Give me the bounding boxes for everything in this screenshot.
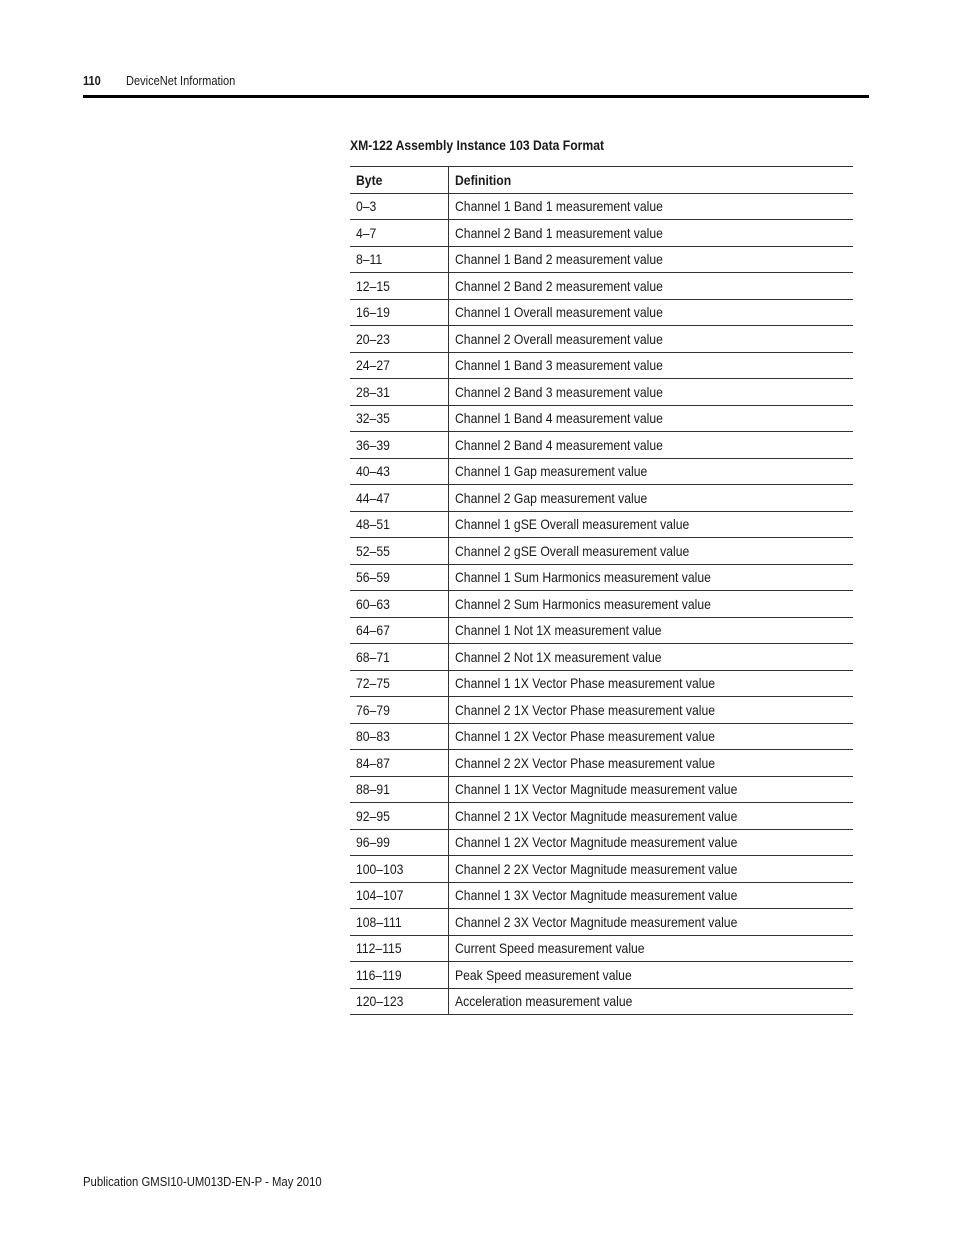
byte-cell: 80–83 (350, 723, 448, 750)
table-row (350, 803, 853, 830)
definition-cell: Channel 2 Overall measurement value (448, 326, 853, 353)
table-row (350, 617, 853, 644)
table-row (350, 829, 853, 856)
byte-cell: 84–87 (350, 750, 448, 777)
table-row (350, 935, 853, 962)
table-row (350, 564, 853, 591)
definition-cell: Channel 1 3X Vector Magnitude measurement value (448, 882, 853, 909)
byte-cell: 96–99 (350, 829, 448, 856)
byte-cell: 92–95 (350, 803, 448, 830)
definition-cell: Channel 1 Band 1 measurement value (448, 193, 853, 220)
page-header (83, 72, 869, 98)
table-title: XM-122 Assembly Instance 103 Data Format (350, 137, 605, 153)
definition-cell: Channel 1 Band 3 measurement value (448, 352, 853, 379)
definition-cell: Channel 2 gSE Overall measurement value (448, 538, 853, 565)
byte-cell: 0–3 (350, 193, 448, 220)
definition-cell: Channel 2 Band 3 measurement value (448, 379, 853, 406)
section-title: DeviceNet Information (126, 73, 236, 88)
byte-cell: 100–103 (350, 856, 448, 883)
definition-cell: Channel 1 Gap measurement value (448, 458, 853, 485)
byte-cell: 72–75 (350, 670, 448, 697)
publication-footer: Publication GMSI10-UM013D-EN-P - May 2010 (83, 1174, 322, 1189)
definition-cell: Current Speed measurement value (448, 935, 853, 962)
table-row (350, 750, 853, 777)
definition-cell: Channel 2 2X Vector Phase measurement value (448, 750, 853, 777)
column-header-definition: Definition (448, 167, 853, 194)
table-row (350, 644, 853, 671)
table-row (350, 988, 853, 1015)
table-body (350, 193, 853, 1015)
definition-cell: Channel 1 Band 2 measurement value (448, 246, 853, 273)
definition-cell: Peak Speed measurement value (448, 962, 853, 989)
table-row (350, 246, 853, 273)
definition-cell: Channel 2 3X Vector Magnitude measurement value (448, 909, 853, 936)
table-row (350, 458, 853, 485)
definition-cell: Channel 2 1X Vector Magnitude measurement value (448, 803, 853, 830)
table-row (350, 485, 853, 512)
table-row (350, 379, 853, 406)
definition-cell: Channel 2 Gap measurement value (448, 485, 853, 512)
definition-cell: Channel 1 gSE Overall measurement value (448, 511, 853, 538)
byte-cell: 76–79 (350, 697, 448, 724)
table-row (350, 670, 853, 697)
table-row (350, 220, 853, 247)
table-row (350, 723, 853, 750)
definition-cell: Channel 1 Band 4 measurement value (448, 405, 853, 432)
definition-cell: Channel 2 Sum Harmonics measurement value (448, 591, 853, 618)
definition-cell: Channel 1 1X Vector Phase measurement value (448, 670, 853, 697)
byte-cell: 32–35 (350, 405, 448, 432)
table-row (350, 352, 853, 379)
definition-cell: Channel 2 Band 2 measurement value (448, 273, 853, 300)
byte-cell: 4–7 (350, 220, 448, 247)
data-format-table (350, 166, 853, 1015)
byte-cell: 112–115 (350, 935, 448, 962)
byte-cell: 116–119 (350, 962, 448, 989)
table-row (350, 909, 853, 936)
table-row (350, 697, 853, 724)
table-row (350, 405, 853, 432)
definition-cell: Channel 1 2X Vector Magnitude measurement value (448, 829, 853, 856)
byte-cell: 16–19 (350, 299, 448, 326)
definition-cell: Channel 1 Not 1X measurement value (448, 617, 853, 644)
table-row (350, 432, 853, 459)
byte-cell: 36–39 (350, 432, 448, 459)
definition-cell: Channel 1 1X Vector Magnitude measurement value (448, 776, 853, 803)
table-header-row (350, 167, 853, 194)
table-row (350, 856, 853, 883)
byte-cell: 8–11 (350, 246, 448, 273)
byte-cell: 64–67 (350, 617, 448, 644)
byte-cell: 48–51 (350, 511, 448, 538)
definition-cell: Channel 2 2X Vector Magnitude measurement value (448, 856, 853, 883)
table-row (350, 882, 853, 909)
byte-cell: 88–91 (350, 776, 448, 803)
byte-cell: 104–107 (350, 882, 448, 909)
byte-cell: 20–23 (350, 326, 448, 353)
definition-cell: Channel 1 Sum Harmonics measurement value (448, 564, 853, 591)
byte-cell: 56–59 (350, 564, 448, 591)
definition-cell: Channel 2 Band 4 measurement value (448, 432, 853, 459)
byte-cell: 60–63 (350, 591, 448, 618)
table-row (350, 538, 853, 565)
byte-cell: 44–47 (350, 485, 448, 512)
table-row (350, 511, 853, 538)
definition-cell: Channel 2 Band 1 measurement value (448, 220, 853, 247)
byte-cell: 28–31 (350, 379, 448, 406)
byte-cell: 120–123 (350, 988, 448, 1015)
definition-cell: Channel 2 1X Vector Phase measurement value (448, 697, 853, 724)
table-row (350, 776, 853, 803)
table-row (350, 193, 853, 220)
table-row (350, 326, 853, 353)
byte-cell: 52–55 (350, 538, 448, 565)
table-row (350, 591, 853, 618)
definition-cell: Acceleration measurement value (448, 988, 853, 1015)
definition-cell: Channel 2 Not 1X measurement value (448, 644, 853, 671)
byte-cell: 108–111 (350, 909, 448, 936)
definition-cell: Channel 1 2X Vector Phase measurement value (448, 723, 853, 750)
byte-cell: 12–15 (350, 273, 448, 300)
column-header-byte: Byte (350, 167, 448, 194)
byte-cell: 40–43 (350, 458, 448, 485)
definition-cell: Channel 1 Overall measurement value (448, 299, 853, 326)
byte-cell: 24–27 (350, 352, 448, 379)
page-number: 110 (83, 73, 101, 88)
table-row (350, 273, 853, 300)
byte-cell: 68–71 (350, 644, 448, 671)
table-row (350, 299, 853, 326)
table-row (350, 962, 853, 989)
